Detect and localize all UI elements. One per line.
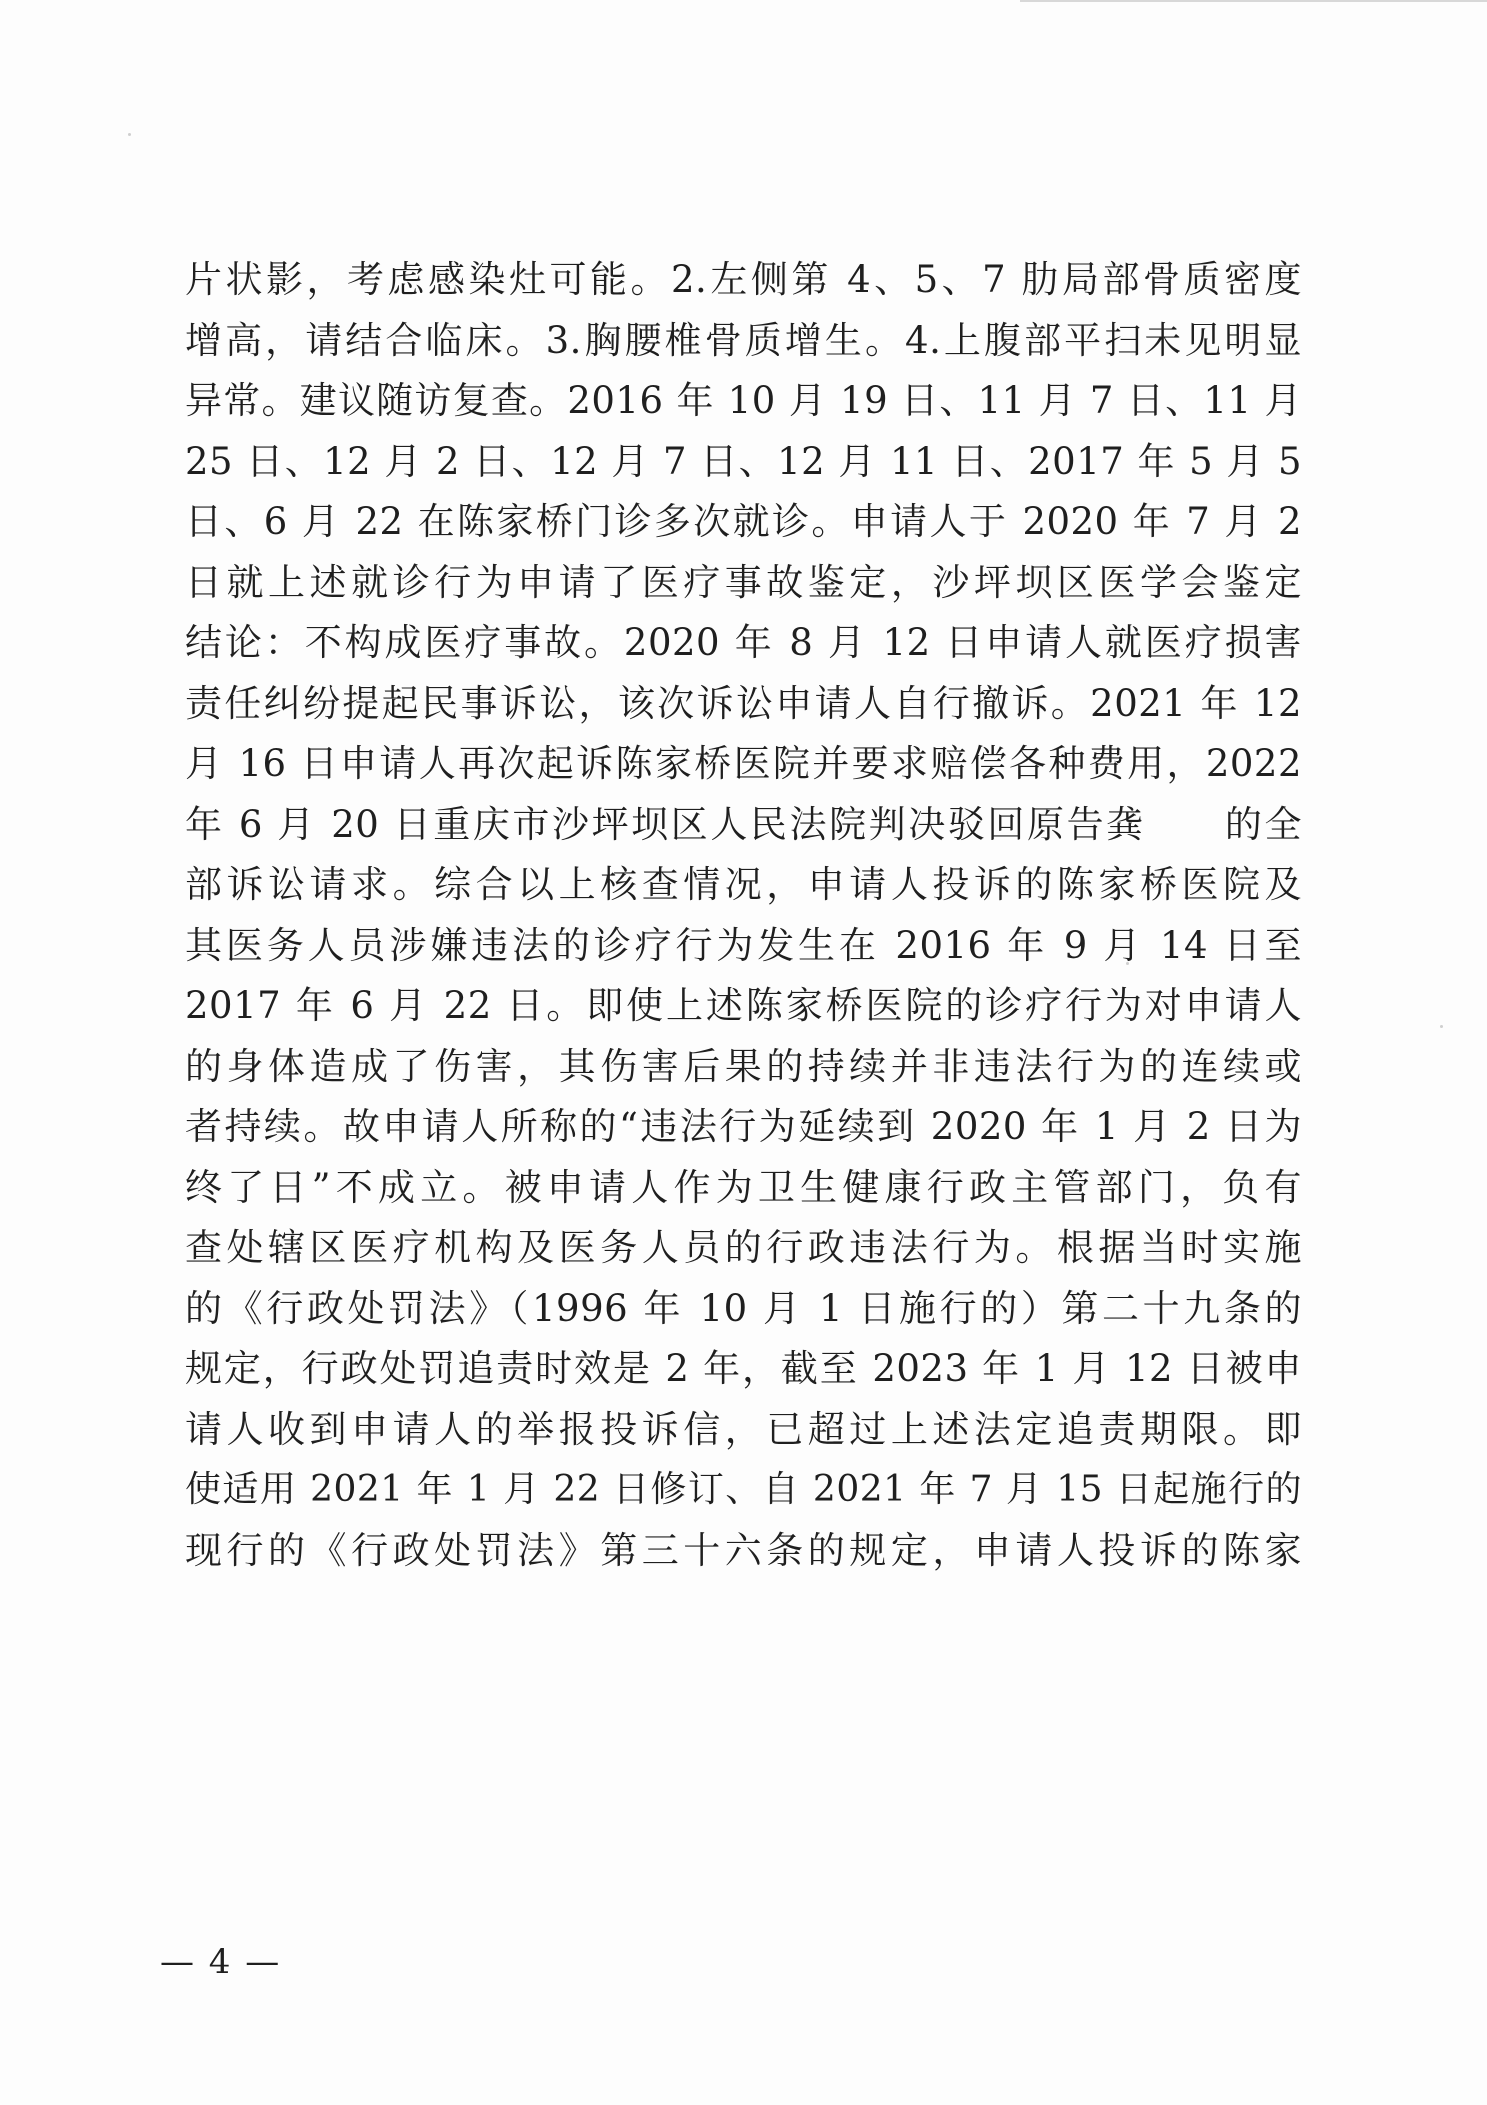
body-text [185,250,1302,1581]
text-line: 规定，行政处罚追责时效是 2 年，截至 2023 年 1 月 12 日被申 [185,1347,1302,1390]
text-line: 月 16 日申请人再次起诉陈家桥医院并要求赔偿各种费用，2022 [185,742,1302,785]
text-line: 的《行政处罚法》（1996 年 10 月 1 日施行的）第二十九条的 [185,1286,1302,1330]
scan-speck [128,133,131,136]
page-number: — 4 — [160,1942,282,1982]
text-line: 查处辖区医疗机构及医务人员的行政违法行为。根据当时实施 [185,1226,1302,1269]
text-line: 使适用 2021 年 1 月 22 日修订、自 2021 年 7 月 15 日起施行的 [185,1469,1302,1510]
text-line: 2017 年 6 月 22 日。即使上述陈家桥医院的诊疗行为对申请人 [185,984,1302,1027]
text-line: 终了日”不成立。被申请人作为卫生健康行政主管部门，负有 [185,1165,1302,1209]
text-line: 部诉讼请求。综合以上核查情况，申请人投诉的陈家桥医院及 [185,863,1302,906]
text-line: 增高，请结合临床。3.胸腰椎骨质增生。4.上腹部平扫未见明显 [185,318,1302,362]
text-line: 片状影，考虑感染灶可能。2.左侧第 4、5、7 肋局部骨质密度 [185,258,1302,301]
text-line: 日就上述就诊行为申请了医疗事故鉴定，沙坪坝区医学会鉴定 [185,560,1302,604]
text-line: 现行的《行政处罚法》第三十六条的规定，申请人投诉的陈家 [185,1528,1302,1572]
text-line: 年 6 月 20 日重庆市沙坪坝区人民法院判决驳回原告龚 的全 [185,802,1302,846]
text-line: 异常。建议随访复查。2016 年 10 月 19 日、11 月 7 日、11 月 [185,379,1302,422]
text-line: 25 日、12 月 2 日、12 月 7 日、12 月 11 日、2017 年 5 月 5 [185,439,1302,483]
scan-edge [1020,0,1487,2]
text-line: 者持续。故申请人所称的“违法行为延续到 2020 年 1 月 2 日为 [185,1105,1302,1148]
scan-speck [1440,1025,1443,1028]
text-line: 其医务人员涉嫌违法的诊疗行为发生在 2016 年 9 月 14 日至 [185,923,1302,967]
text-line: 日、6 月 22 在陈家桥门诊多次就诊。申请人于 2020 年 7 月 2 [185,500,1302,543]
text-line: 请人收到申请人的举报投诉信，已超过上述法定追责期限。即 [185,1407,1302,1451]
text-line: 责任纠纷提起民事诉讼，该次诉讼申请人自行撤诉。2021 年 12 [185,681,1302,725]
text-line: 结论：不构成医疗事故。2020 年 8 月 12 日申请人就医疗损害 [185,621,1302,664]
text-line: 的身体造成了伤害，其伤害后果的持续并非违法行为的连续或 [185,1044,1302,1088]
